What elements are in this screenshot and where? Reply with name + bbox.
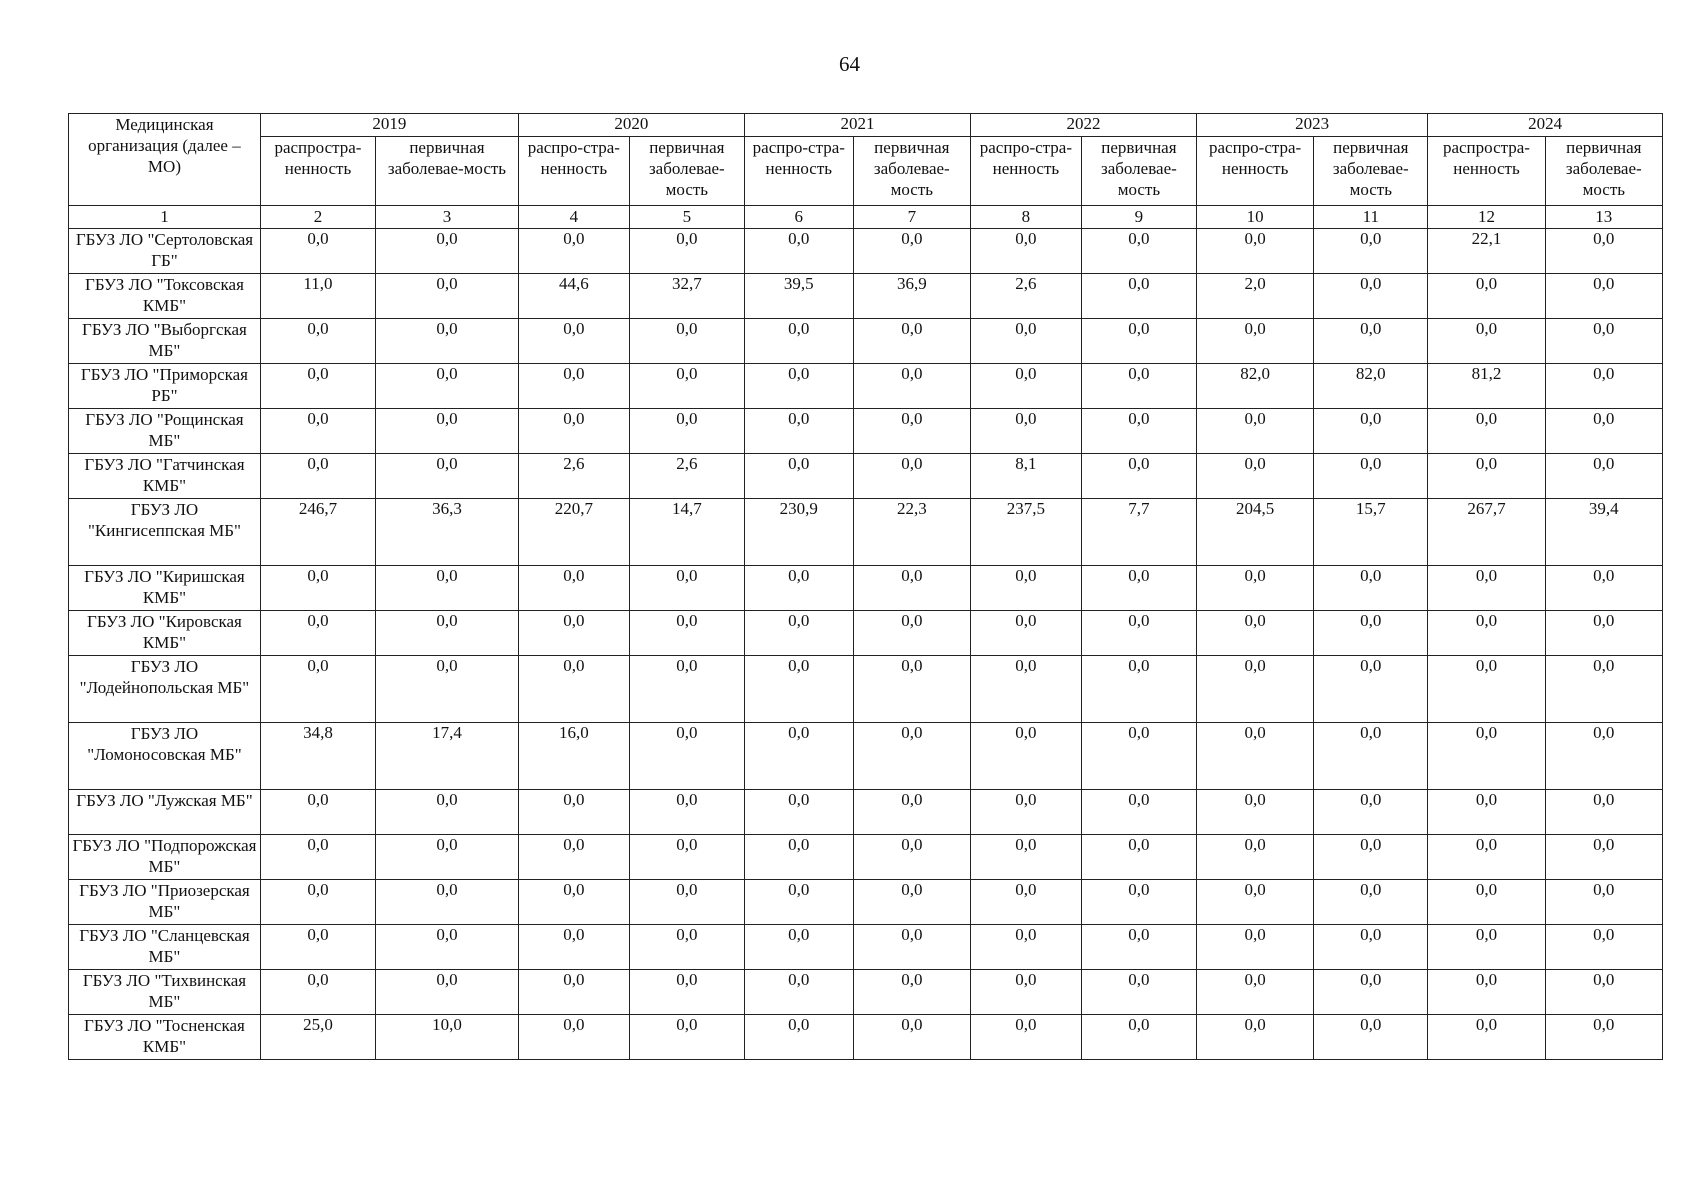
value-cell: 0,0 xyxy=(1081,790,1196,835)
value-cell: 0,0 xyxy=(744,723,853,790)
value-cell: 0,0 xyxy=(1428,790,1545,835)
value-cell: 0,0 xyxy=(518,1015,629,1060)
value-cell: 0,0 xyxy=(1196,790,1313,835)
value-cell: 0,0 xyxy=(853,1015,970,1060)
value-cell: 0,0 xyxy=(376,454,519,499)
value-cell: 0,0 xyxy=(629,611,744,656)
incidence-table xyxy=(68,113,1663,1060)
table-row xyxy=(69,229,1663,274)
column-subheader: первичная заболевае-мость xyxy=(1314,137,1428,206)
value-cell: 0,0 xyxy=(629,364,744,409)
value-cell: 0,0 xyxy=(853,970,970,1015)
value-cell: 230,9 xyxy=(744,499,853,566)
value-cell: 0,0 xyxy=(376,274,519,319)
organization-name: ГБУЗ ЛО "Сертоловская ГБ" xyxy=(69,229,261,274)
value-cell: 0,0 xyxy=(744,454,853,499)
organization-name: ГБУЗ ЛО "Лодейнопольская МБ" xyxy=(69,656,261,723)
value-cell: 82,0 xyxy=(1196,364,1313,409)
table-row xyxy=(69,274,1663,319)
value-cell: 0,0 xyxy=(518,835,629,880)
value-cell: 0,0 xyxy=(1545,319,1662,364)
value-cell: 237,5 xyxy=(970,499,1081,566)
value-cell: 0,0 xyxy=(1196,723,1313,790)
column-subheader: первичная заболевае-мость xyxy=(853,137,970,206)
value-cell: 0,0 xyxy=(629,229,744,274)
value-cell: 2,6 xyxy=(629,454,744,499)
table-row xyxy=(69,454,1663,499)
value-cell: 0,0 xyxy=(970,229,1081,274)
value-cell: 0,0 xyxy=(629,656,744,723)
value-cell: 0,0 xyxy=(853,925,970,970)
value-cell: 0,0 xyxy=(376,880,519,925)
value-cell: 0,0 xyxy=(853,454,970,499)
value-cell: 15,7 xyxy=(1314,499,1428,566)
value-cell: 0,0 xyxy=(1081,454,1196,499)
column-subheader: распростра-ненность xyxy=(260,137,375,206)
value-cell: 0,0 xyxy=(1428,611,1545,656)
value-cell: 0,0 xyxy=(376,790,519,835)
value-cell: 0,0 xyxy=(376,364,519,409)
value-cell: 0,0 xyxy=(853,409,970,454)
value-cell: 0,0 xyxy=(1081,364,1196,409)
table-row xyxy=(69,566,1663,611)
value-cell: 32,7 xyxy=(629,274,744,319)
value-cell: 204,5 xyxy=(1196,499,1313,566)
value-cell: 0,0 xyxy=(1196,566,1313,611)
value-cell: 0,0 xyxy=(970,409,1081,454)
column-subheader: распро-стра-ненность xyxy=(1196,137,1313,206)
column-number: 9 xyxy=(1081,206,1196,229)
value-cell: 0,0 xyxy=(629,880,744,925)
value-cell: 0,0 xyxy=(260,925,375,970)
value-cell: 0,0 xyxy=(744,970,853,1015)
value-cell: 0,0 xyxy=(1196,319,1313,364)
value-cell: 0,0 xyxy=(970,319,1081,364)
value-cell: 0,0 xyxy=(1545,611,1662,656)
value-cell: 0,0 xyxy=(1428,835,1545,880)
page-number: 64 xyxy=(839,52,860,76)
value-cell: 0,0 xyxy=(1314,880,1428,925)
value-cell: 0,0 xyxy=(1545,229,1662,274)
organization-name: ГБУЗ ЛО "Тихвинская МБ" xyxy=(69,970,261,1015)
value-cell: 0,0 xyxy=(1545,880,1662,925)
value-cell: 0,0 xyxy=(1428,454,1545,499)
value-cell: 39,4 xyxy=(1545,499,1662,566)
value-cell: 0,0 xyxy=(1314,925,1428,970)
value-cell: 0,0 xyxy=(1545,723,1662,790)
value-cell: 0,0 xyxy=(853,656,970,723)
value-cell: 246,7 xyxy=(260,499,375,566)
value-cell: 0,0 xyxy=(853,835,970,880)
value-cell: 0,0 xyxy=(1314,790,1428,835)
organization-name: ГБУЗ ЛО "Кингисеппская МБ" xyxy=(69,499,261,566)
value-cell: 0,0 xyxy=(518,566,629,611)
table-row xyxy=(69,835,1663,880)
value-cell: 25,0 xyxy=(260,1015,375,1060)
value-cell: 0,0 xyxy=(1196,656,1313,723)
value-cell: 8,1 xyxy=(970,454,1081,499)
value-cell: 0,0 xyxy=(1314,454,1428,499)
value-cell: 0,0 xyxy=(1428,319,1545,364)
organization-name: ГБУЗ ЛО "Выборгская МБ" xyxy=(69,319,261,364)
column-number: 8 xyxy=(970,206,1081,229)
value-cell: 0,0 xyxy=(744,229,853,274)
value-cell: 0,0 xyxy=(1081,970,1196,1015)
value-cell: 2,0 xyxy=(1196,274,1313,319)
table-row xyxy=(69,1015,1663,1060)
value-cell: 0,0 xyxy=(376,566,519,611)
value-cell: 14,7 xyxy=(629,499,744,566)
value-cell: 0,0 xyxy=(744,611,853,656)
value-cell: 0,0 xyxy=(518,970,629,1015)
value-cell: 0,0 xyxy=(629,790,744,835)
value-cell: 0,0 xyxy=(518,790,629,835)
value-cell: 0,0 xyxy=(1196,835,1313,880)
value-cell: 36,9 xyxy=(853,274,970,319)
column-subheader: распростра-ненность xyxy=(1428,137,1545,206)
value-cell: 0,0 xyxy=(744,790,853,835)
value-cell: 0,0 xyxy=(1545,566,1662,611)
value-cell: 0,0 xyxy=(1314,229,1428,274)
table-row xyxy=(69,319,1663,364)
value-cell: 0,0 xyxy=(853,880,970,925)
organization-name: ГБУЗ ЛО "Ломоносовская МБ" xyxy=(69,723,261,790)
value-cell: 0,0 xyxy=(376,229,519,274)
value-cell: 0,0 xyxy=(1545,1015,1662,1060)
value-cell: 0,0 xyxy=(853,611,970,656)
value-cell: 0,0 xyxy=(518,364,629,409)
value-cell: 0,0 xyxy=(260,970,375,1015)
value-cell: 0,0 xyxy=(744,656,853,723)
value-cell: 0,0 xyxy=(376,656,519,723)
value-cell: 0,0 xyxy=(1545,835,1662,880)
value-cell: 0,0 xyxy=(970,723,1081,790)
column-number: 3 xyxy=(376,206,519,229)
value-cell: 0,0 xyxy=(518,656,629,723)
column-number: 6 xyxy=(744,206,853,229)
organization-name: ГБУЗ ЛО "Рощинская МБ" xyxy=(69,409,261,454)
value-cell: 36,3 xyxy=(376,499,519,566)
value-cell: 0,0 xyxy=(744,566,853,611)
table-row xyxy=(69,409,1663,454)
value-cell: 22,1 xyxy=(1428,229,1545,274)
value-cell: 0,0 xyxy=(518,611,629,656)
table-row xyxy=(69,611,1663,656)
value-cell: 0,0 xyxy=(1428,274,1545,319)
value-cell: 0,0 xyxy=(744,409,853,454)
value-cell: 0,0 xyxy=(853,319,970,364)
value-cell: 0,0 xyxy=(1081,229,1196,274)
value-cell: 0,0 xyxy=(1314,970,1428,1015)
year-header: 2024 xyxy=(1428,114,1663,137)
column-subheader: первичная заболевае-мость xyxy=(1545,137,1662,206)
value-cell: 0,0 xyxy=(853,723,970,790)
value-cell: 0,0 xyxy=(376,925,519,970)
value-cell: 0,0 xyxy=(1545,274,1662,319)
value-cell: 0,0 xyxy=(1196,454,1313,499)
value-cell: 0,0 xyxy=(744,364,853,409)
value-cell: 0,0 xyxy=(853,229,970,274)
value-cell: 0,0 xyxy=(260,566,375,611)
value-cell: 0,0 xyxy=(1428,970,1545,1015)
value-cell: 0,0 xyxy=(1196,925,1313,970)
value-cell: 16,0 xyxy=(518,723,629,790)
value-cell: 0,0 xyxy=(1428,656,1545,723)
value-cell: 0,0 xyxy=(518,229,629,274)
year-header: 2022 xyxy=(970,114,1196,137)
value-cell: 0,0 xyxy=(1196,409,1313,454)
value-cell: 0,0 xyxy=(629,925,744,970)
value-cell: 0,0 xyxy=(1428,409,1545,454)
value-cell: 0,0 xyxy=(970,925,1081,970)
column-subheader: распро-стра-ненность xyxy=(970,137,1081,206)
value-cell: 0,0 xyxy=(260,409,375,454)
value-cell: 0,0 xyxy=(1081,723,1196,790)
year-header: 2021 xyxy=(744,114,970,137)
value-cell: 0,0 xyxy=(376,409,519,454)
table-row xyxy=(69,364,1663,409)
value-cell: 0,0 xyxy=(853,790,970,835)
value-cell: 2,6 xyxy=(970,274,1081,319)
value-cell: 0,0 xyxy=(1314,611,1428,656)
value-cell: 0,0 xyxy=(260,790,375,835)
value-cell: 0,0 xyxy=(1314,835,1428,880)
table-row xyxy=(69,499,1663,566)
value-cell: 0,0 xyxy=(1428,566,1545,611)
value-cell: 0,0 xyxy=(1428,925,1545,970)
value-cell: 0,0 xyxy=(744,880,853,925)
organization-name: ГБУЗ ЛО "Гатчинская КМБ" xyxy=(69,454,261,499)
organization-name: ГБУЗ ЛО "Подпорожская МБ" xyxy=(69,835,261,880)
value-cell: 0,0 xyxy=(260,835,375,880)
value-cell: 0,0 xyxy=(970,970,1081,1015)
value-cell: 0,0 xyxy=(260,319,375,364)
value-cell: 0,0 xyxy=(970,880,1081,925)
value-cell: 0,0 xyxy=(629,566,744,611)
value-cell: 0,0 xyxy=(1081,274,1196,319)
value-cell: 0,0 xyxy=(376,835,519,880)
value-cell: 0,0 xyxy=(1545,364,1662,409)
value-cell: 0,0 xyxy=(1314,566,1428,611)
column-number: 2 xyxy=(260,206,375,229)
value-cell: 0,0 xyxy=(744,925,853,970)
value-cell: 0,0 xyxy=(1545,656,1662,723)
value-cell: 0,0 xyxy=(376,319,519,364)
table-row xyxy=(69,790,1663,835)
value-cell: 0,0 xyxy=(260,611,375,656)
value-cell: 0,0 xyxy=(970,611,1081,656)
value-cell: 0,0 xyxy=(260,880,375,925)
value-cell: 220,7 xyxy=(518,499,629,566)
value-cell: 0,0 xyxy=(1314,656,1428,723)
value-cell: 0,0 xyxy=(1081,409,1196,454)
column-number: 7 xyxy=(853,206,970,229)
column-number: 1 xyxy=(69,206,261,229)
column-number: 11 xyxy=(1314,206,1428,229)
org-column-header: Медицинская организация (далее – МО) xyxy=(69,114,261,206)
value-cell: 267,7 xyxy=(1428,499,1545,566)
organization-name: ГБУЗ ЛО "Сланцевская МБ" xyxy=(69,925,261,970)
value-cell: 0,0 xyxy=(1428,1015,1545,1060)
value-cell: 0,0 xyxy=(1314,274,1428,319)
value-cell: 0,0 xyxy=(1196,1015,1313,1060)
value-cell: 0,0 xyxy=(260,364,375,409)
value-cell: 0,0 xyxy=(1081,925,1196,970)
table-row xyxy=(69,925,1663,970)
value-cell: 0,0 xyxy=(1081,611,1196,656)
value-cell: 0,0 xyxy=(1196,229,1313,274)
value-cell: 7,7 xyxy=(1081,499,1196,566)
value-cell: 17,4 xyxy=(376,723,519,790)
value-cell: 0,0 xyxy=(629,835,744,880)
table-row xyxy=(69,656,1663,723)
table-row xyxy=(69,880,1663,925)
value-cell: 44,6 xyxy=(518,274,629,319)
value-cell: 0,0 xyxy=(1545,925,1662,970)
value-cell: 0,0 xyxy=(629,319,744,364)
year-header: 2020 xyxy=(518,114,744,137)
value-cell: 0,0 xyxy=(1196,970,1313,1015)
year-header: 2019 xyxy=(260,114,518,137)
organization-name: ГБУЗ ЛО "Токсовская КМБ" xyxy=(69,274,261,319)
organization-name: ГБУЗ ЛО "Кировская КМБ" xyxy=(69,611,261,656)
column-number: 10 xyxy=(1196,206,1313,229)
value-cell: 0,0 xyxy=(1081,835,1196,880)
value-cell: 0,0 xyxy=(970,364,1081,409)
value-cell: 0,0 xyxy=(744,835,853,880)
value-cell: 0,0 xyxy=(518,880,629,925)
column-subheader: распро-стра-ненность xyxy=(518,137,629,206)
value-cell: 10,0 xyxy=(376,1015,519,1060)
value-cell: 0,0 xyxy=(518,319,629,364)
value-cell: 0,0 xyxy=(629,1015,744,1060)
value-cell: 0,0 xyxy=(518,925,629,970)
column-subheader: первичная заболевае-мость xyxy=(376,137,519,206)
value-cell: 0,0 xyxy=(1545,454,1662,499)
value-cell: 0,0 xyxy=(260,454,375,499)
value-cell: 0,0 xyxy=(629,409,744,454)
value-cell: 0,0 xyxy=(1196,611,1313,656)
value-cell: 0,0 xyxy=(970,566,1081,611)
value-cell: 82,0 xyxy=(1314,364,1428,409)
value-cell: 11,0 xyxy=(260,274,375,319)
value-cell: 0,0 xyxy=(1545,790,1662,835)
value-cell: 0,0 xyxy=(1081,656,1196,723)
value-cell: 0,0 xyxy=(1081,1015,1196,1060)
value-cell: 0,0 xyxy=(518,409,629,454)
value-cell: 0,0 xyxy=(970,835,1081,880)
value-cell: 39,5 xyxy=(744,274,853,319)
table-row xyxy=(69,970,1663,1015)
column-number: 4 xyxy=(518,206,629,229)
table-row xyxy=(69,723,1663,790)
value-cell: 0,0 xyxy=(1196,880,1313,925)
value-cell: 0,0 xyxy=(1081,319,1196,364)
value-cell: 0,0 xyxy=(970,790,1081,835)
value-cell: 0,0 xyxy=(970,656,1081,723)
value-cell: 0,0 xyxy=(629,723,744,790)
organization-name: ГБУЗ ЛО "Лужская МБ" xyxy=(69,790,261,835)
value-cell: 0,0 xyxy=(1314,319,1428,364)
organization-name: ГБУЗ ЛО "Тосненская КМБ" xyxy=(69,1015,261,1060)
value-cell: 0,0 xyxy=(853,566,970,611)
value-cell: 0,0 xyxy=(1081,566,1196,611)
value-cell: 34,8 xyxy=(260,723,375,790)
value-cell: 0,0 xyxy=(970,1015,1081,1060)
column-subheader: первичная заболевае-мость xyxy=(629,137,744,206)
column-subheader: первичная заболевае-мость xyxy=(1081,137,1196,206)
year-header: 2023 xyxy=(1196,114,1427,137)
value-cell: 0,0 xyxy=(1428,880,1545,925)
column-number: 5 xyxy=(629,206,744,229)
value-cell: 0,0 xyxy=(1545,970,1662,1015)
value-cell: 0,0 xyxy=(260,229,375,274)
value-cell: 0,0 xyxy=(1314,723,1428,790)
value-cell: 0,0 xyxy=(629,970,744,1015)
organization-name: ГБУЗ ЛО "Приморская РБ" xyxy=(69,364,261,409)
column-number: 13 xyxy=(1545,206,1662,229)
column-number: 12 xyxy=(1428,206,1545,229)
value-cell: 22,3 xyxy=(853,499,970,566)
value-cell: 0,0 xyxy=(1314,409,1428,454)
column-subheader: распро-стра-ненность xyxy=(744,137,853,206)
value-cell: 0,0 xyxy=(1314,1015,1428,1060)
value-cell: 0,0 xyxy=(744,1015,853,1060)
organization-name: ГБУЗ ЛО "Приозерская МБ" xyxy=(69,880,261,925)
value-cell: 0,0 xyxy=(376,970,519,1015)
value-cell: 0,0 xyxy=(1428,723,1545,790)
value-cell: 0,0 xyxy=(260,656,375,723)
value-cell: 0,0 xyxy=(376,611,519,656)
value-cell: 0,0 xyxy=(1081,880,1196,925)
value-cell: 0,0 xyxy=(853,364,970,409)
value-cell: 81,2 xyxy=(1428,364,1545,409)
organization-name: ГБУЗ ЛО "Киришская КМБ" xyxy=(69,566,261,611)
value-cell: 0,0 xyxy=(1545,409,1662,454)
value-cell: 2,6 xyxy=(518,454,629,499)
value-cell: 0,0 xyxy=(744,319,853,364)
